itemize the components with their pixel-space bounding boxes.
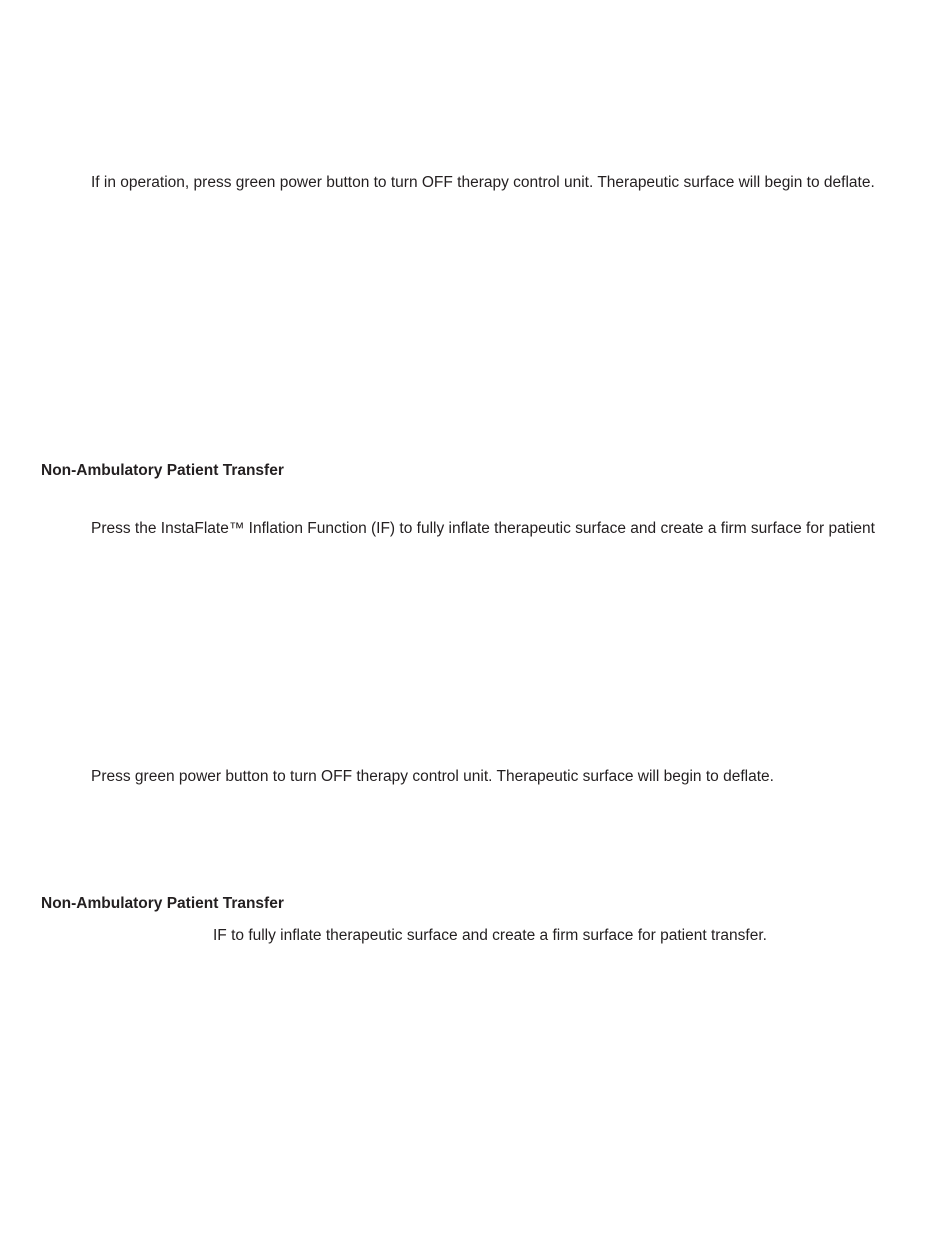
instruction-power-off-if-operating: If in operation, press green power button to turn OFF therapy control unit. Therapeutic surface will begin to deflate. <box>91 174 875 191</box>
instruction-if-inflate: IF to fully inflate therapeutic surface and create a firm surface for patient transfer. <box>213 927 767 944</box>
section-heading-patient-transfer: Non-Ambulatory Patient Transfer <box>41 462 284 479</box>
instruction-instaflate: Press the InstaFlate™ Inflation Function (IF) to fully inflate therapeutic surface and create a firm surface for patient <box>91 520 875 537</box>
instruction-power-off: Press green power button to turn OFF therapy control unit. Therapeutic surface will begin to deflate. <box>91 768 774 785</box>
section-heading-patient-transfer-2: Non-Ambulatory Patient Transfer <box>41 895 284 912</box>
